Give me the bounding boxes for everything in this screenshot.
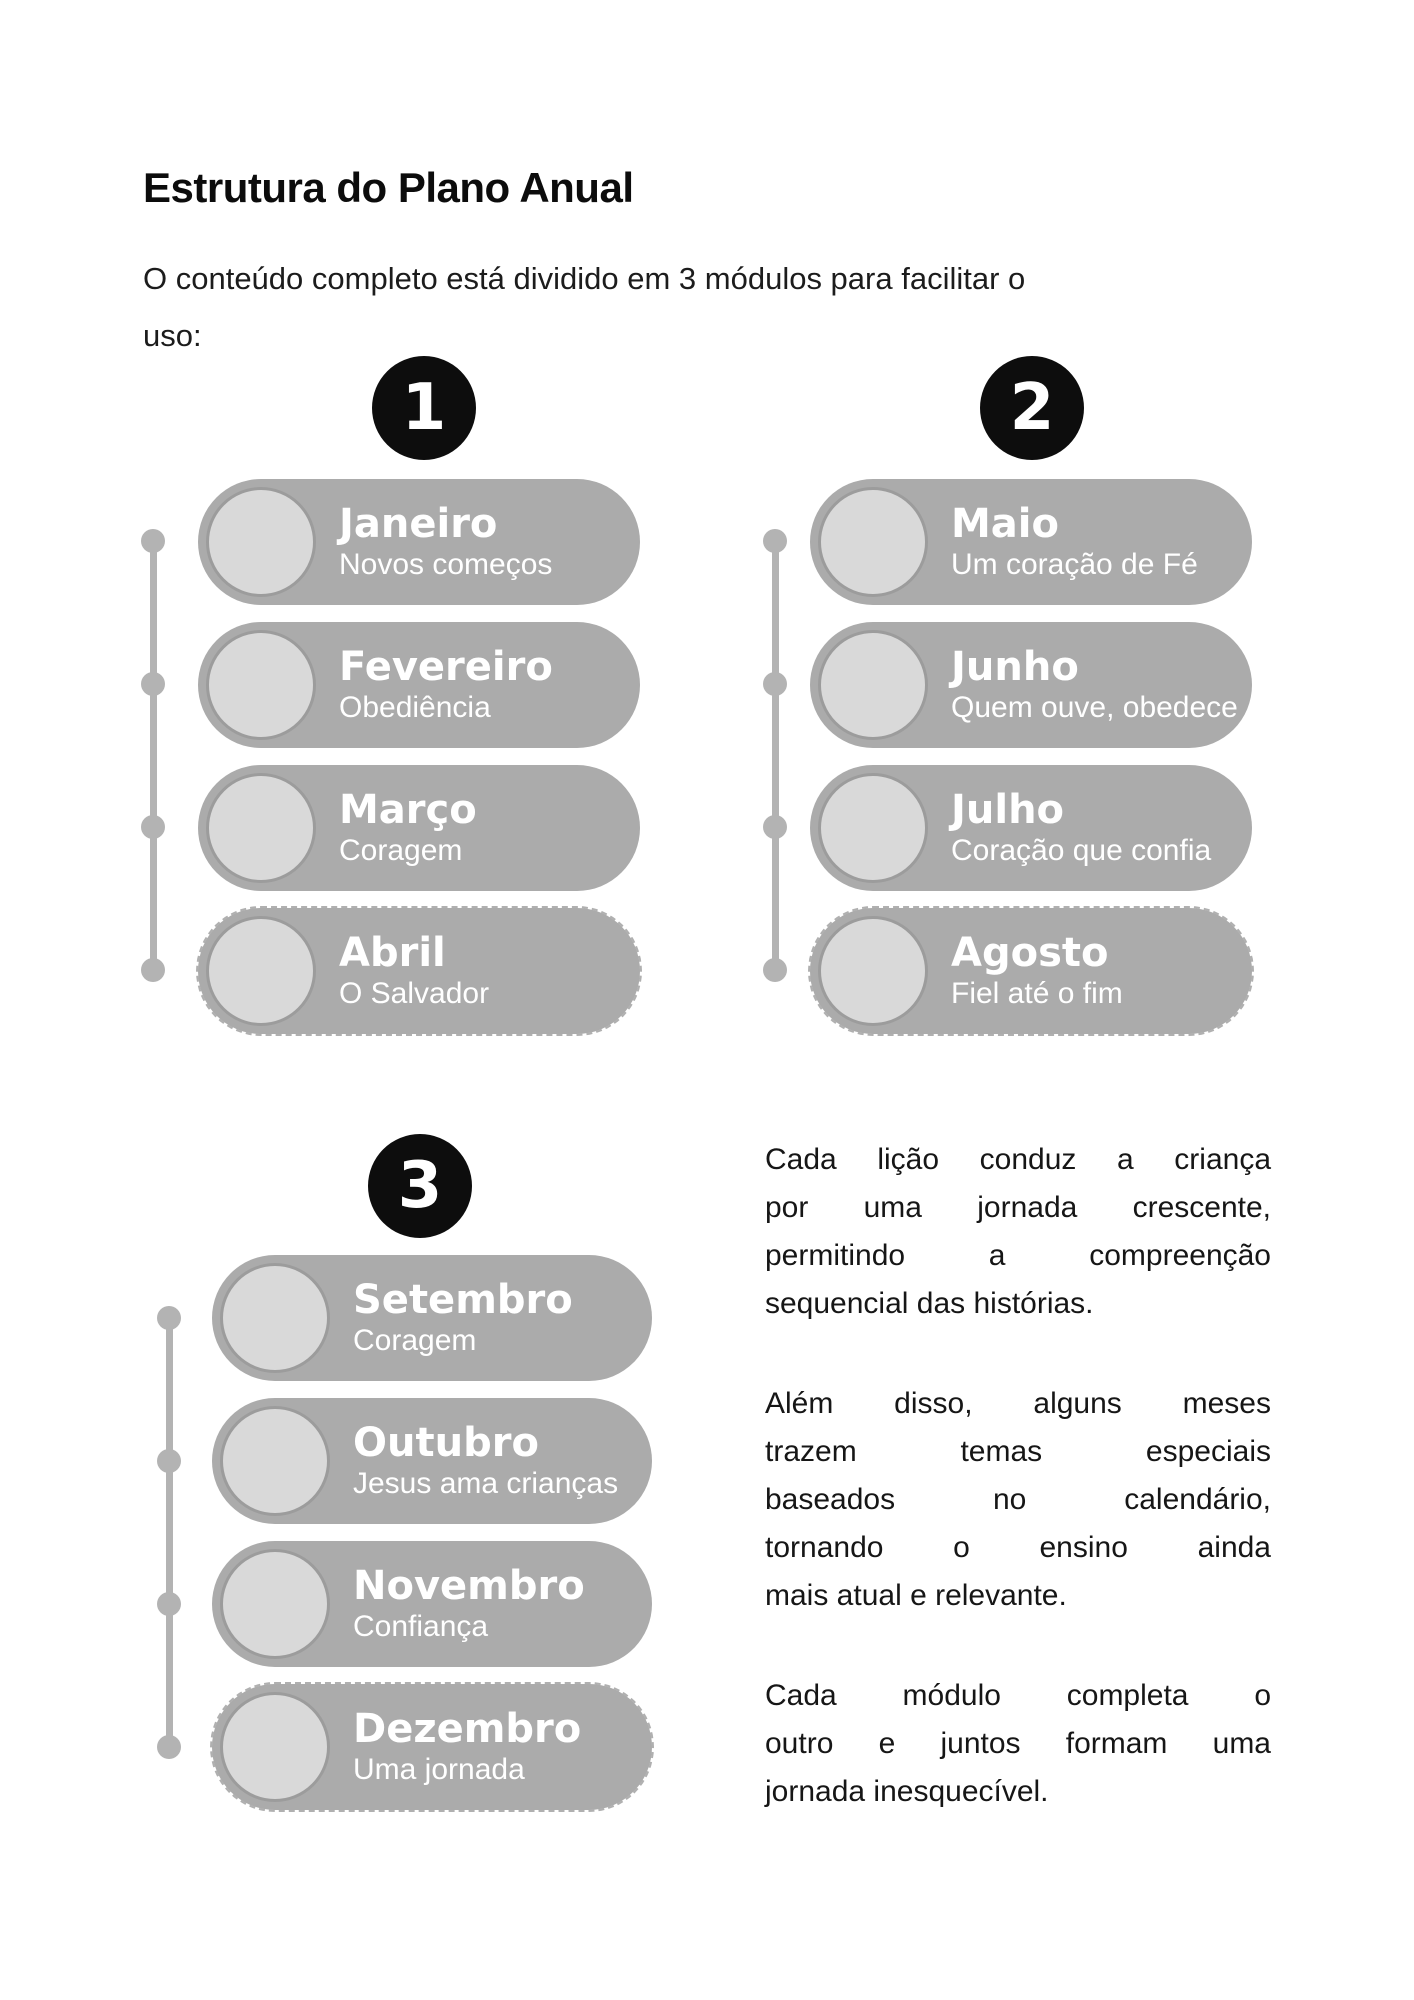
month-name: Novembro (353, 1562, 585, 1609)
paragraph-line: sequencial das histórias. (765, 1287, 1094, 1320)
month-name: Setembro (353, 1276, 573, 1323)
timeline-dot (141, 958, 165, 982)
paragraph-2 (765, 1380, 1271, 1620)
paragraph-line: Cada lição conduz a criança (765, 1143, 1271, 1176)
month-pill-janeiro (198, 479, 640, 605)
paragraph-1 (765, 1136, 1271, 1328)
month-avatar-circle (206, 487, 316, 597)
timeline-dot (763, 672, 787, 696)
month-theme: Coração que confia (951, 833, 1212, 867)
month-theme: Quem ouve, obedece (951, 690, 1238, 724)
month-name: Julho (951, 786, 1065, 833)
month-name: Outubro (353, 1419, 539, 1466)
month-theme: Novos começos (339, 547, 553, 581)
month-theme: Coragem (339, 833, 463, 867)
month-name: Janeiro (339, 500, 498, 547)
month-pill-marco (198, 765, 640, 891)
month-avatar-circle (220, 1263, 330, 1373)
description-column (765, 1136, 1271, 1868)
month-avatar-circle (206, 630, 316, 740)
month-name: Maio (951, 500, 1059, 547)
month-name: Dezembro (353, 1705, 582, 1752)
month-theme: Obediência (339, 690, 491, 724)
month-theme: Confiança (353, 1609, 489, 1643)
module-1-timeline (141, 529, 165, 982)
timeline-dot (157, 1592, 181, 1616)
timeline-dot (141, 529, 165, 553)
month-theme: Um coração de Fé (951, 547, 1198, 581)
month-avatar-circle (220, 1692, 330, 1802)
month-pill-novembro (212, 1541, 652, 1667)
month-theme: Jesus ama crianças (353, 1466, 619, 1500)
month-name: Junho (951, 643, 1079, 690)
paragraph-line: por uma jornada crescente, (765, 1191, 1271, 1224)
module-1-number: 1 (401, 371, 447, 445)
module-2-timeline (763, 529, 787, 982)
month-theme: Fiel até o fim (951, 976, 1123, 1010)
month-theme: Coragem (353, 1323, 477, 1357)
paragraph-line: Cada módulo completa o (765, 1679, 1271, 1712)
paragraph-line: outro e juntos formam uma (765, 1727, 1271, 1760)
paragraph-line: jornada inesquecível. (765, 1775, 1049, 1808)
paragraph-line: baseados no calendário, (765, 1483, 1271, 1516)
timeline-line (150, 541, 157, 970)
module-1-months (198, 479, 640, 1034)
month-name: Abril (339, 929, 446, 976)
month-avatar-circle (818, 773, 928, 883)
timeline-line (166, 1318, 173, 1747)
timeline-dot (157, 1449, 181, 1473)
month-pill-dezembro (212, 1684, 652, 1810)
paragraph-line: Além disso, alguns meses (765, 1387, 1271, 1420)
month-avatar-circle (818, 487, 928, 597)
month-pill-maio (810, 479, 1252, 605)
module-2-number: 2 (1009, 371, 1055, 445)
module-3-badge (368, 1134, 472, 1238)
module-3-months (212, 1255, 652, 1810)
timeline-dot (763, 958, 787, 982)
month-avatar-circle (220, 1406, 330, 1516)
month-avatar-circle (220, 1549, 330, 1659)
paragraph-line: mais atual e relevante. (765, 1579, 1067, 1612)
intro-line-2: uso: (143, 318, 202, 353)
month-pill-julho (810, 765, 1252, 891)
paragraph-line: permitindo a compreenção (765, 1239, 1271, 1272)
month-pill-abril (198, 908, 640, 1034)
paragraph-line: trazem temas especiais (765, 1435, 1271, 1468)
month-name: Março (339, 786, 477, 833)
intro-line-1: O conteúdo completo está dividido em 3 módulos para facilitar o (143, 261, 1026, 296)
month-avatar-circle (206, 916, 316, 1026)
module-3-number: 3 (397, 1149, 443, 1223)
paragraph-3 (765, 1672, 1271, 1816)
timeline-line (772, 541, 779, 970)
month-theme: Uma jornada (353, 1752, 525, 1786)
timeline-dot (763, 529, 787, 553)
timeline-dot (157, 1306, 181, 1330)
timeline-dot (763, 815, 787, 839)
module-2-months (810, 479, 1252, 1034)
month-pill-agosto (810, 908, 1252, 1034)
timeline-dot (141, 672, 165, 696)
month-name: Agosto (951, 929, 1109, 976)
month-avatar-circle (206, 773, 316, 883)
intro-paragraph (143, 250, 1303, 364)
month-avatar-circle (818, 916, 928, 1026)
module-2-badge (980, 356, 1084, 460)
month-theme: O Salvador (339, 976, 490, 1010)
month-pill-setembro (212, 1255, 652, 1381)
month-pill-outubro (212, 1398, 652, 1524)
module-1-badge (372, 356, 476, 460)
timeline-dot (157, 1735, 181, 1759)
month-pill-fevereiro (198, 622, 640, 748)
page-title: Estrutura do Plano Anual (143, 164, 634, 212)
paragraph-line: tornando o ensino ainda (765, 1531, 1271, 1564)
month-name: Fevereiro (339, 643, 553, 690)
month-avatar-circle (818, 630, 928, 740)
timeline-dot (141, 815, 165, 839)
module-3-timeline (157, 1306, 181, 1759)
month-pill-junho (810, 622, 1252, 748)
